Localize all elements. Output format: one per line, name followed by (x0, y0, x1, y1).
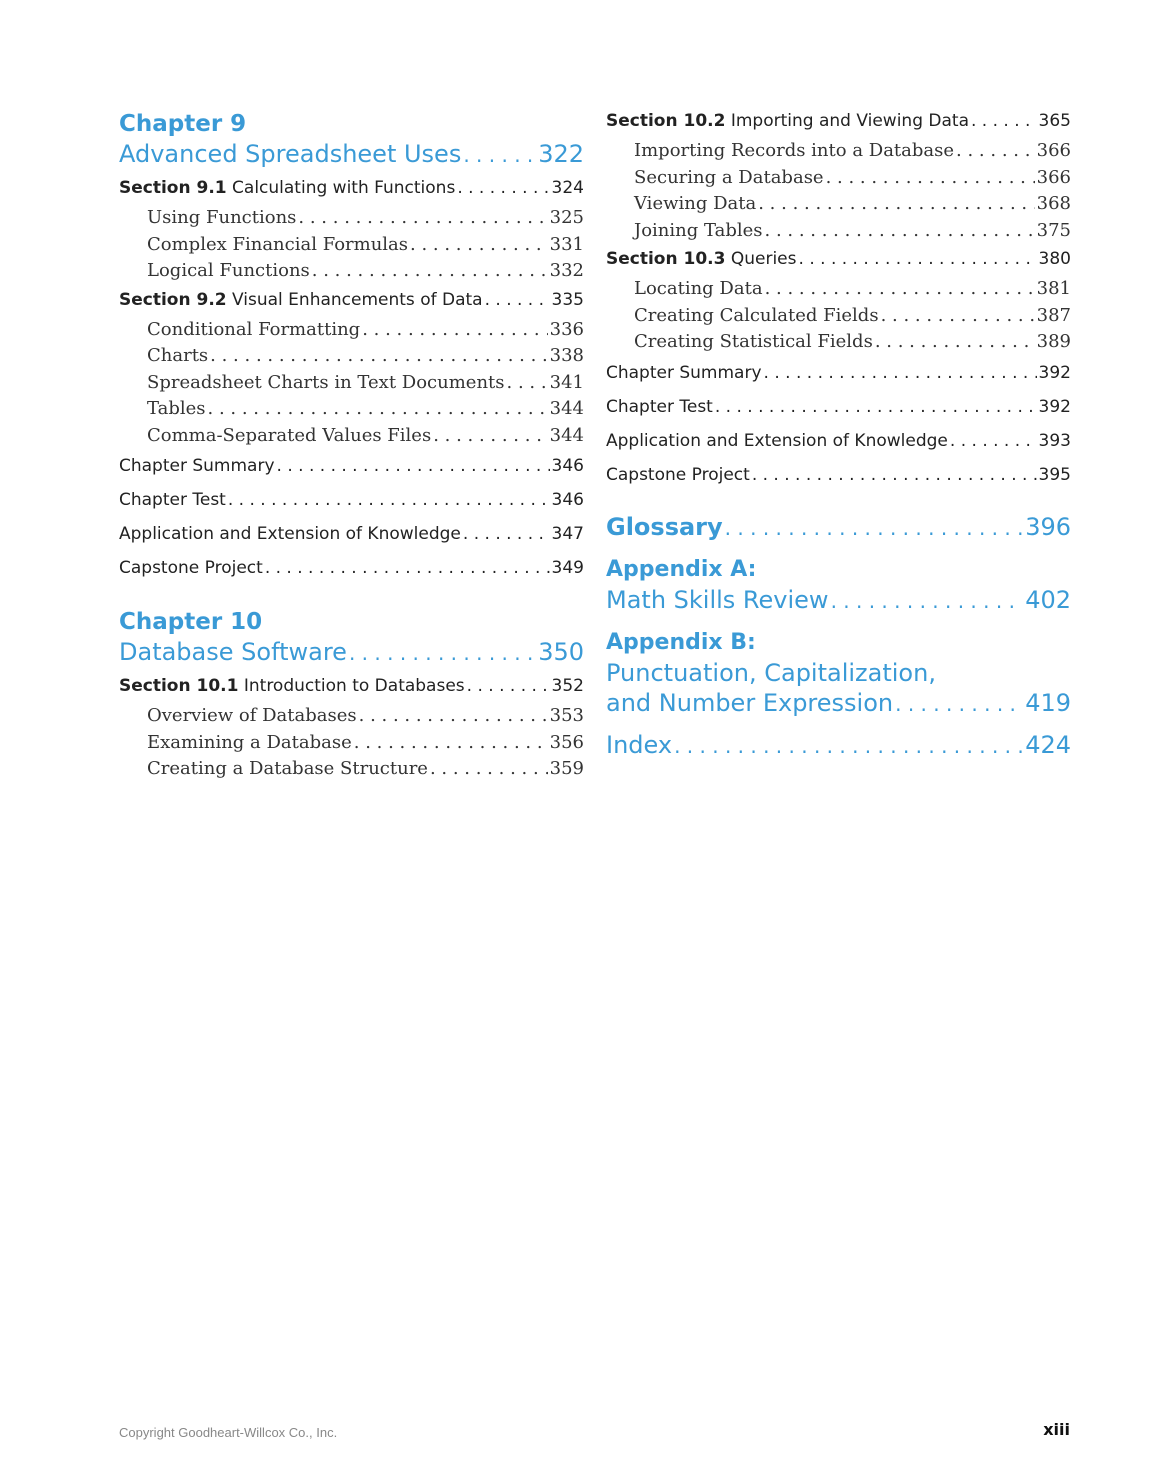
page-number: 346 (551, 456, 584, 476)
dot-leader (758, 191, 1034, 218)
item-title: Application and Extension of Knowledge (119, 524, 461, 544)
dot-leader (799, 246, 1037, 272)
chapter-9-label: Chapter 9 (119, 111, 247, 137)
dot-leader (971, 108, 1037, 134)
dot-leader (715, 390, 1037, 424)
dot-leader (430, 756, 548, 783)
section-title: Calculating with Functions (232, 178, 456, 198)
dot-leader (485, 287, 550, 313)
topic-link[interactable] (119, 756, 584, 783)
appendix-a-link[interactable] (606, 585, 1071, 616)
page-number: 324 (551, 178, 584, 198)
page-number: 349 (551, 558, 584, 578)
page-number: 338 (549, 345, 584, 366)
topic-title: Creating Statistical Fields (634, 331, 873, 352)
dot-leader (826, 165, 1035, 192)
back-matter-block (606, 512, 1071, 761)
topic-title: Importing Records into a Database (634, 140, 955, 161)
page-number: 366 (1036, 140, 1071, 161)
chapter-9-title-link[interactable] (119, 139, 584, 170)
topic-title: Tables (147, 398, 206, 419)
dot-leader (507, 370, 548, 397)
topic-link[interactable] (119, 423, 584, 450)
dot-leader (463, 140, 536, 170)
topic-title: Comma-Separated Values Files (147, 424, 432, 446)
chapter-10-title-link[interactable] (119, 637, 584, 668)
page-number: 375 (1036, 219, 1071, 241)
chapter-10-block (119, 607, 584, 783)
dot-leader (875, 329, 1035, 356)
folio-page-number: xiii (1043, 1420, 1070, 1439)
page-number: 341 (549, 371, 584, 393)
page-number: 350 (538, 638, 584, 666)
topic-link[interactable] (119, 730, 584, 757)
section-9-1-link[interactable] (119, 175, 584, 201)
dot-leader (895, 689, 1023, 719)
dot-leader (765, 218, 1035, 245)
topic-link[interactable] (119, 232, 584, 259)
topic-title: Using Functions (147, 207, 297, 228)
dot-leader (674, 731, 1023, 761)
section-title: Visual Enhancements of Data (232, 289, 483, 310)
page-number: 387 (1036, 304, 1071, 326)
dot-leader (467, 673, 550, 699)
dot-leader (359, 703, 548, 730)
page-number: 365 (1038, 111, 1071, 131)
appendix-a-title: Math Skills Review (606, 586, 829, 614)
page-number: 368 (1036, 193, 1071, 214)
appendix-b-label: Appendix B: (606, 630, 756, 655)
appendix-b-title-line1: Punctuation, Capitalization, (606, 659, 936, 687)
application-extension-link[interactable] (119, 517, 584, 551)
topic-link[interactable] (119, 703, 584, 730)
dot-leader (752, 458, 1037, 492)
page-number: 396 (1025, 513, 1071, 541)
topic-link[interactable] (119, 396, 584, 423)
dot-leader (463, 517, 550, 551)
chapter-9-block (119, 109, 584, 585)
topic-title: Creating a Database Structure (147, 758, 428, 779)
item-title: Application and Extension of Knowledge (606, 430, 948, 451)
dot-leader (831, 586, 1024, 616)
application-extension-link[interactable] (606, 424, 1071, 458)
page-number: 352 (551, 676, 584, 696)
topic-link[interactable] (606, 329, 1071, 356)
dot-leader (410, 232, 548, 259)
section-title: Introduction to Databases (243, 676, 465, 696)
dot-leader (725, 513, 1024, 543)
topic-title: Examining a Database (147, 731, 352, 753)
section-10-1-link[interactable] (119, 673, 584, 699)
page-number: 356 (549, 731, 584, 753)
page-number: 392 (1038, 362, 1071, 383)
index-link[interactable] (606, 730, 1071, 761)
dot-leader (764, 356, 1037, 390)
page-number: 344 (549, 398, 584, 419)
chapter-summary-link[interactable] (606, 356, 1071, 390)
topic-link[interactable] (606, 303, 1071, 330)
item-title: Chapter Test (119, 490, 226, 510)
dot-leader (950, 424, 1037, 458)
dot-leader (312, 258, 548, 285)
chapter-title: Database Software (119, 638, 347, 666)
item-title: Chapter Summary (119, 456, 275, 476)
chapter-test-link[interactable] (119, 483, 584, 517)
topic-title: Logical Functions (147, 260, 310, 281)
topic-link[interactable] (606, 191, 1071, 218)
chapter-test-link[interactable] (606, 390, 1071, 424)
topic-link[interactable] (119, 343, 584, 370)
appendix-b-title-line2: and Number Expression (606, 689, 894, 717)
dot-leader (349, 638, 536, 668)
section-number: Section 10.2 (606, 111, 726, 131)
page-number: 389 (1036, 331, 1071, 352)
page-number: 346 (551, 490, 584, 510)
topic-link[interactable] (119, 317, 584, 344)
capstone-project-link[interactable] (119, 551, 584, 585)
glossary-link[interactable] (606, 512, 1071, 543)
topic-link[interactable] (119, 205, 584, 232)
page-number: 402 (1025, 586, 1071, 614)
item-title: Capstone Project (606, 464, 750, 485)
index-title: Index (606, 731, 673, 759)
page-number: 424 (1025, 731, 1071, 759)
dot-leader (228, 483, 550, 517)
page-number: 336 (549, 318, 584, 340)
section-title: Queries (730, 249, 797, 269)
dot-leader (298, 205, 547, 232)
topic-title: Creating Calculated Fields (634, 304, 879, 326)
dot-leader (277, 449, 550, 483)
topic-title: Complex Financial Formulas (147, 233, 409, 255)
page-number: 366 (1036, 166, 1071, 188)
chapter-10-continued (606, 108, 1071, 492)
page-number: 335 (551, 289, 584, 310)
chapter-10-label: Chapter 10 (119, 609, 263, 635)
page-number: 347 (551, 524, 584, 544)
topic-link[interactable] (119, 370, 584, 397)
dot-leader (208, 396, 548, 423)
topic-link[interactable] (606, 138, 1071, 165)
page-number: 359 (549, 758, 584, 779)
item-title: Chapter Test (606, 396, 713, 417)
section-number: Section 9.1 (119, 178, 227, 198)
topic-title: Spreadsheet Charts in Text Documents (147, 371, 505, 393)
section-number: Section 10.1 (119, 676, 239, 696)
page-number: 392 (1038, 396, 1071, 417)
page-number: 344 (549, 424, 584, 446)
section-10-3-link[interactable] (606, 246, 1071, 272)
page-number: 393 (1038, 430, 1071, 451)
copyright-notice: Copyright Goodheart-Willcox Co., Inc. (119, 1425, 338, 1440)
topic-title: Overview of Databases (147, 705, 357, 726)
dot-leader (433, 423, 547, 450)
page-number: 353 (549, 705, 584, 726)
topic-title: Joining Tables (634, 219, 763, 241)
topic-link[interactable] (606, 165, 1071, 192)
dot-leader (354, 730, 548, 757)
section-10-2-link[interactable] (606, 108, 1071, 134)
dot-leader (265, 551, 550, 585)
topic-title: Securing a Database (634, 166, 824, 188)
page-number: 322 (538, 140, 584, 168)
page-number: 419 (1025, 689, 1071, 717)
item-title: Capstone Project (119, 558, 263, 578)
appendix-b-link[interactable] (606, 688, 1071, 719)
page-number: 380 (1038, 249, 1071, 269)
topic-link[interactable] (606, 276, 1071, 303)
topic-title: Conditional Formatting (147, 318, 361, 340)
appendix-a-label: Appendix A: (606, 557, 757, 582)
page-number: 395 (1038, 464, 1071, 485)
chapter-summary-link[interactable] (119, 449, 584, 483)
section-number: Section 9.2 (119, 289, 227, 310)
section-number: Section 10.3 (606, 249, 726, 269)
dot-leader (457, 175, 549, 201)
page-number: 381 (1036, 278, 1071, 299)
item-title: Chapter Summary (606, 362, 762, 383)
dot-leader (765, 276, 1035, 303)
capstone-project-link[interactable] (606, 458, 1071, 492)
topic-title: Charts (147, 345, 209, 366)
page-number: 332 (549, 260, 584, 281)
glossary-title: Glossary (606, 513, 723, 541)
topic-link[interactable] (606, 218, 1071, 245)
dot-leader (956, 138, 1035, 165)
chapter-title: Advanced Spreadsheet Uses (119, 140, 462, 168)
section-9-2-link[interactable] (119, 287, 584, 313)
topic-title: Locating Data (634, 278, 763, 299)
dot-leader (362, 317, 547, 344)
dot-leader (881, 303, 1035, 330)
topic-link[interactable] (119, 258, 584, 285)
topic-title: Viewing Data (634, 193, 757, 214)
section-title: Importing and Viewing Data (730, 111, 969, 131)
page-number: 325 (549, 207, 584, 228)
page-number: 331 (549, 233, 584, 255)
dot-leader (210, 343, 547, 370)
